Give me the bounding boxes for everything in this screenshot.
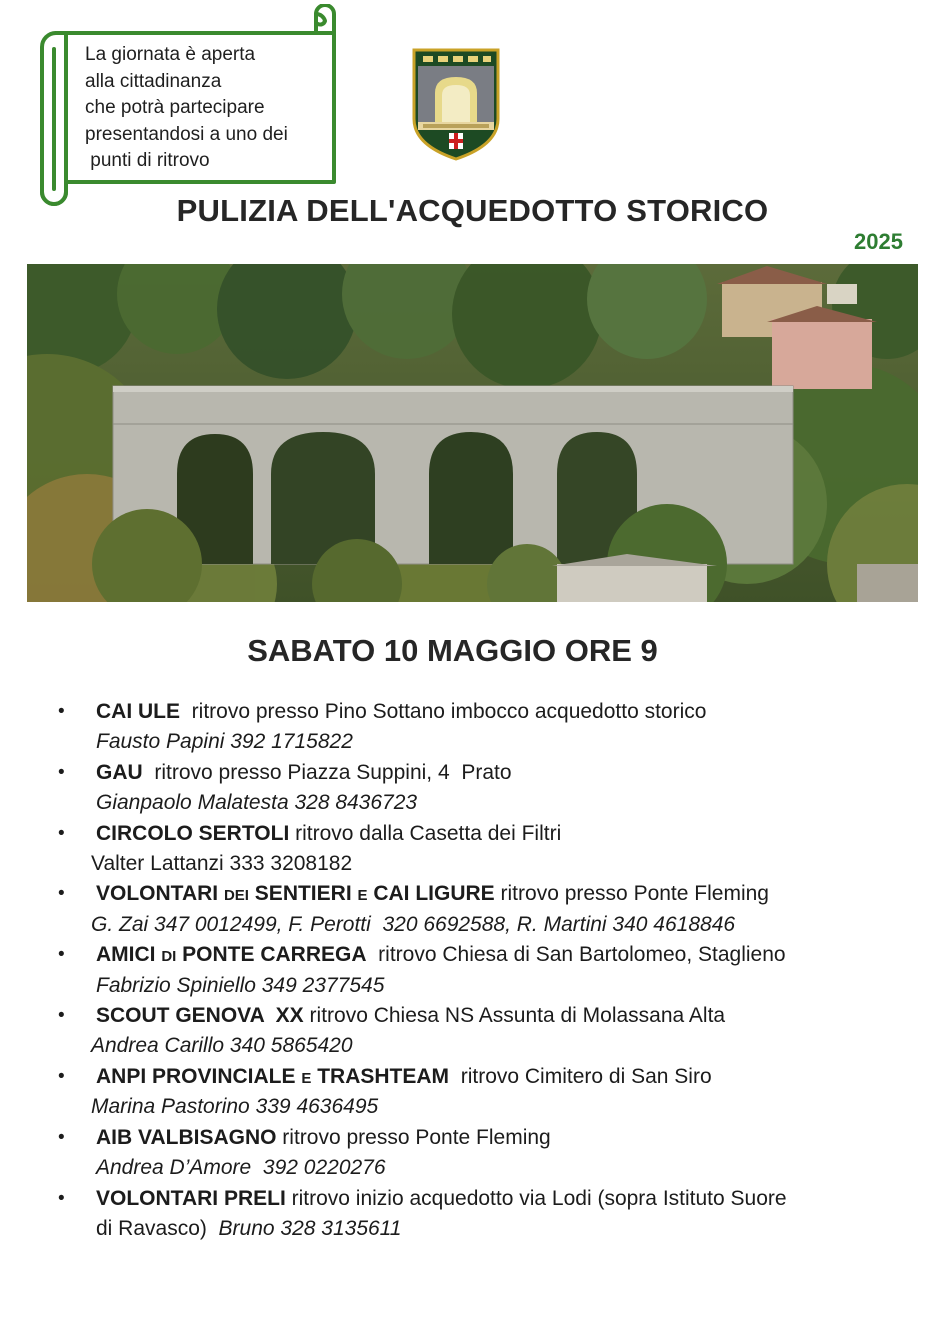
- meeting-place: ritrovo presso Pino Sottano imbocco acquedotto storico: [180, 700, 707, 723]
- list-item: [0, 1062, 945, 1123]
- bullet-icon: •: [58, 944, 65, 966]
- meeting-place: ritrovo presso Ponte Fleming: [494, 882, 769, 906]
- note-line: La giornata è aperta: [85, 44, 256, 65]
- contact-info: Gianpaolo Malatesta 328 8436723: [96, 791, 418, 815]
- list-item: [0, 819, 945, 880]
- bullet-icon: •: [58, 1187, 65, 1209]
- bullet-icon: •: [58, 1126, 65, 1148]
- page-title: PULIZIA DELL'ACQUEDOTTO STORICO: [176, 193, 769, 228]
- meeting-place: ritrovo Chiesa NS Assunta di Molassana Alta: [303, 1004, 726, 1028]
- bullet-icon: •: [58, 701, 65, 722]
- group-name: VOLONTARI dei SENTIERI e CAI LIGURE: [96, 882, 495, 906]
- list-item: [0, 1001, 945, 1062]
- group-name: AIB VALBISAGNO: [96, 1125, 277, 1149]
- contact-info: G. Zai 347 0012499, F. Perotti 320 6692588, R. Martini 340 4618846: [91, 912, 736, 936]
- bullet-icon: •: [58, 1065, 65, 1087]
- group-name: GAU: [96, 760, 143, 784]
- meeting-place-continued: di Ravasco): [96, 1216, 219, 1240]
- meeting-place: ritrovo presso Piazza Suppini, 4 Prato: [142, 760, 512, 784]
- info-scroll-banner: [36, 4, 340, 209]
- note-line: che potrà partecipare: [85, 97, 265, 118]
- note-line: presentandosi a uno dei: [85, 123, 288, 145]
- note-line: punti di ritrovo: [85, 150, 210, 171]
- bullet-icon: •: [58, 883, 65, 905]
- contact-info: Andrea D’Amore 392 0220276: [96, 1156, 386, 1180]
- list-item: [0, 879, 945, 940]
- event-date-time: SABATO 10 MAGGIO ORE 9: [247, 633, 658, 668]
- group-name: ANPI PROVINCIALE e TRASHTEAM: [96, 1064, 450, 1088]
- list-item: [0, 1184, 945, 1245]
- meeting-place: ritrovo Chiesa di San Bartolomeo, Staglieno: [366, 943, 786, 967]
- meeting-place: ritrovo inizio acquedotto via Lodi (sopra Istituto Suore: [285, 1186, 787, 1210]
- note-line: alla cittadinanza: [85, 70, 222, 92]
- group-name: VOLONTARI PRELI: [96, 1186, 286, 1210]
- list-item: [0, 1123, 945, 1184]
- meeting-place: ritrovo presso Ponte Fleming: [276, 1125, 551, 1149]
- bullet-icon: •: [58, 761, 65, 783]
- aqueduct-photo: [27, 264, 918, 602]
- contact-info: Fausto Papini 392 1715822: [96, 730, 353, 754]
- group-name: AMICI di PONTE CARREGA: [96, 943, 367, 967]
- meeting-points-list: [0, 697, 945, 1244]
- contact-info: Valter Lattanzi 333 3208182: [91, 852, 353, 876]
- list-item: [0, 697, 945, 758]
- bullet-icon: •: [58, 1005, 65, 1027]
- bullet-icon: •: [58, 822, 65, 844]
- group-name: CIRCOLO SERTOLI: [96, 821, 290, 845]
- contact-info: Fabrizio Spiniello 349 2377545: [96, 973, 385, 997]
- contact-info: Bruno 328 3135611: [218, 1216, 402, 1240]
- list-item: [0, 758, 945, 819]
- meeting-place: ritrovo Cimitero di San Siro: [449, 1064, 712, 1088]
- contact-info: Marina Pastorino 339 4636495: [91, 1095, 379, 1119]
- scroll-note-text: [85, 42, 335, 175]
- event-year: 2025: [854, 229, 903, 254]
- list-item: [0, 940, 945, 1001]
- meeting-place: ritrovo dalla Casetta dei Filtri: [289, 821, 562, 845]
- group-name: CAI ULE: [96, 700, 180, 723]
- municipal-crest-logo: [411, 47, 501, 161]
- group-name: SCOUT GENOVA XX: [96, 1004, 304, 1028]
- contact-info: Andrea Carillo 340 5865420: [91, 1034, 353, 1058]
